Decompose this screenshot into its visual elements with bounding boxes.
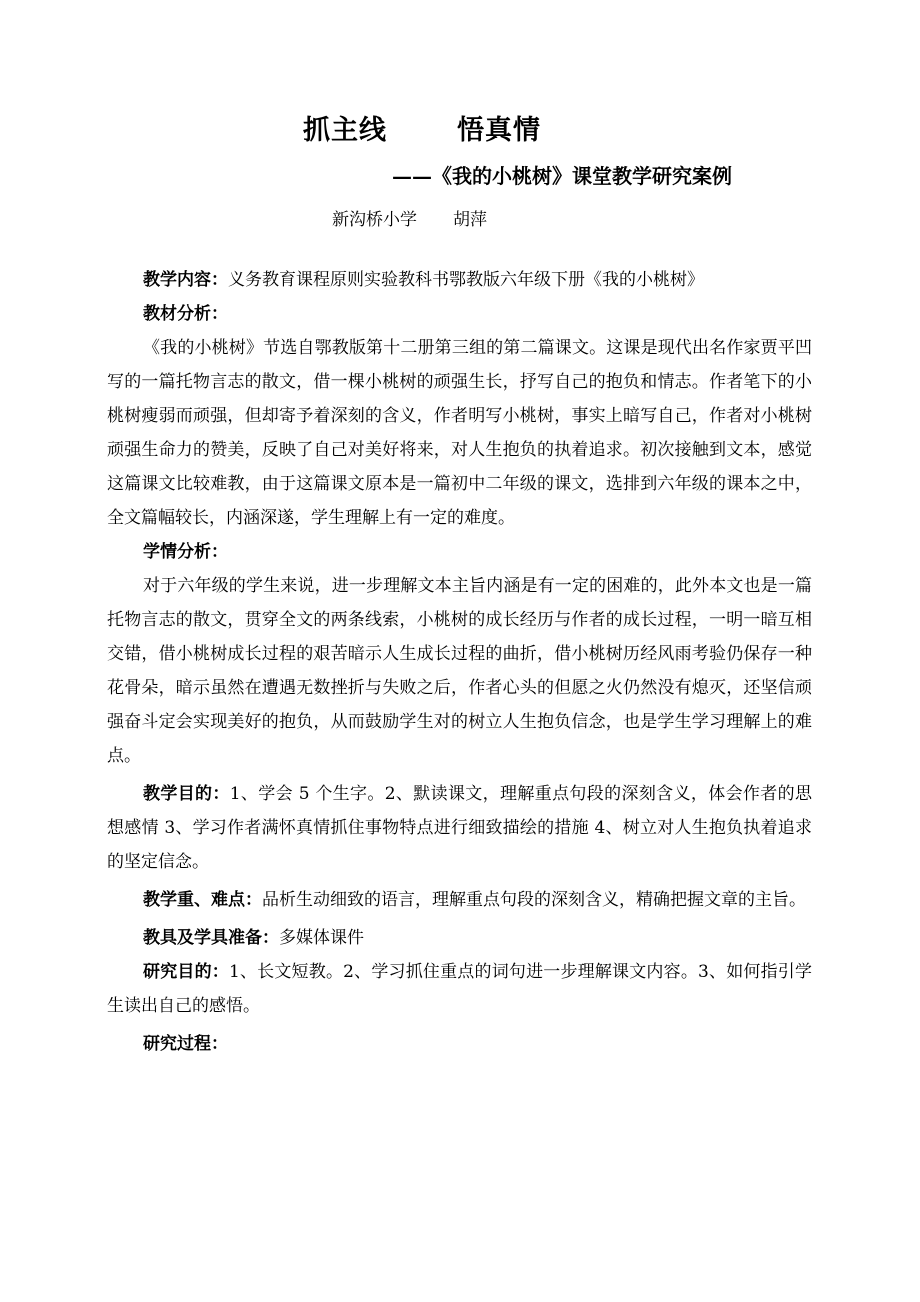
section-text: 1、学会 5 个生字。2、默读课文，理解重点句段的深刻含义，体会作者的思想感情 3、学习作者满怀真情抓住事物特点进行细致描绘的措施 4、树立对人生抱负执着追求的坚定信念。	[107, 784, 812, 872]
section-tools	[107, 921, 812, 955]
section-research-process	[107, 1027, 812, 1061]
section-label: 研究过程：	[143, 1034, 228, 1054]
author-school: 新沟桥小学	[332, 210, 417, 230]
section-key-points	[107, 883, 812, 917]
section-text: 义务教育课程原则实验教科书鄂教版六年级下册《我的小桃树》	[228, 270, 704, 290]
section-label: 研究目的：	[143, 962, 229, 982]
section-objectives	[107, 777, 812, 879]
section-student-analysis-text: 对于六年级的学生来说，进一步理解文本主旨内涵是有一定的困难的，此外本文也是一篇托物言志的散文，贯穿全文的两条线索，小桃树的成长经历与作者的成长过程，一明一暗互相交错，借小桃树成长过程的艰苦暗示人生成长过程的曲折，借小桃树历经风雨考验仍保存一种花骨朵，暗示虽然在遭遇无数挫折与失败之后，作者心头的但愿之火仍然没有熄灭，还坚信顽强奋斗定会实现美好的抱负，从而鼓励学生对的树立人生抱负信念，也是学生学习理解上的难点。	[107, 576, 812, 766]
section-material-analysis-heading	[107, 297, 812, 331]
section-student-analysis-heading	[107, 535, 812, 569]
document-subtitle: ——《我的小桃树》课堂教学研究案例	[392, 164, 732, 188]
author-line	[332, 205, 487, 230]
section-material-analysis-text: 《我的小桃树》节选自鄂教版第十二册第三组的第二篇课文。这课是现代出名作家贾平凹写的一篇托物言志的散文，借一棵小桃树的顽强生长，抒写自己的抱负和情志。作者笔下的小桃树瘦弱而顽强，但却寄予着深刻的含义，作者明写小桃树，事实上暗写自己，作者对小桃树顽强生命力的赞美，反映了自己对美好将来，对人生抱负的执着追求。初次接触到文本，感觉这篇课文比较难教，由于这篇课文原本是一篇初中二年级的课文，选排到六年级的课本之中，全文篇幅较长，内涵深遂，学生理解上有一定的难度。	[107, 338, 812, 528]
section-text: 多媒体课件	[279, 928, 364, 948]
section-text: 1、长文短教。2、学习抓住重点的词句进一步理解课文内容。3、如何指引学生读出自己的感悟。	[107, 962, 812, 1016]
section-label: 教材分析：	[143, 304, 228, 324]
section-label: 学情分析：	[143, 542, 228, 562]
section-label: 教具及学具准备：	[143, 928, 279, 948]
document-body	[107, 263, 812, 1061]
section-text: 品析生动细致的语言，理解重点句段的深刻含义，精确把握文章的主旨。	[262, 890, 806, 910]
section-teaching-content	[107, 263, 812, 297]
title-part-2: 悟真情	[457, 115, 541, 146]
section-research-goals	[107, 955, 812, 1023]
author-name: 胡萍	[453, 210, 487, 230]
title-part-1: 抓主线	[303, 115, 387, 146]
section-label: 教学内容：	[143, 270, 228, 290]
document-title	[303, 108, 541, 147]
section-label: 教学目的：	[143, 784, 230, 804]
section-label: 教学重、难点：	[143, 890, 262, 910]
